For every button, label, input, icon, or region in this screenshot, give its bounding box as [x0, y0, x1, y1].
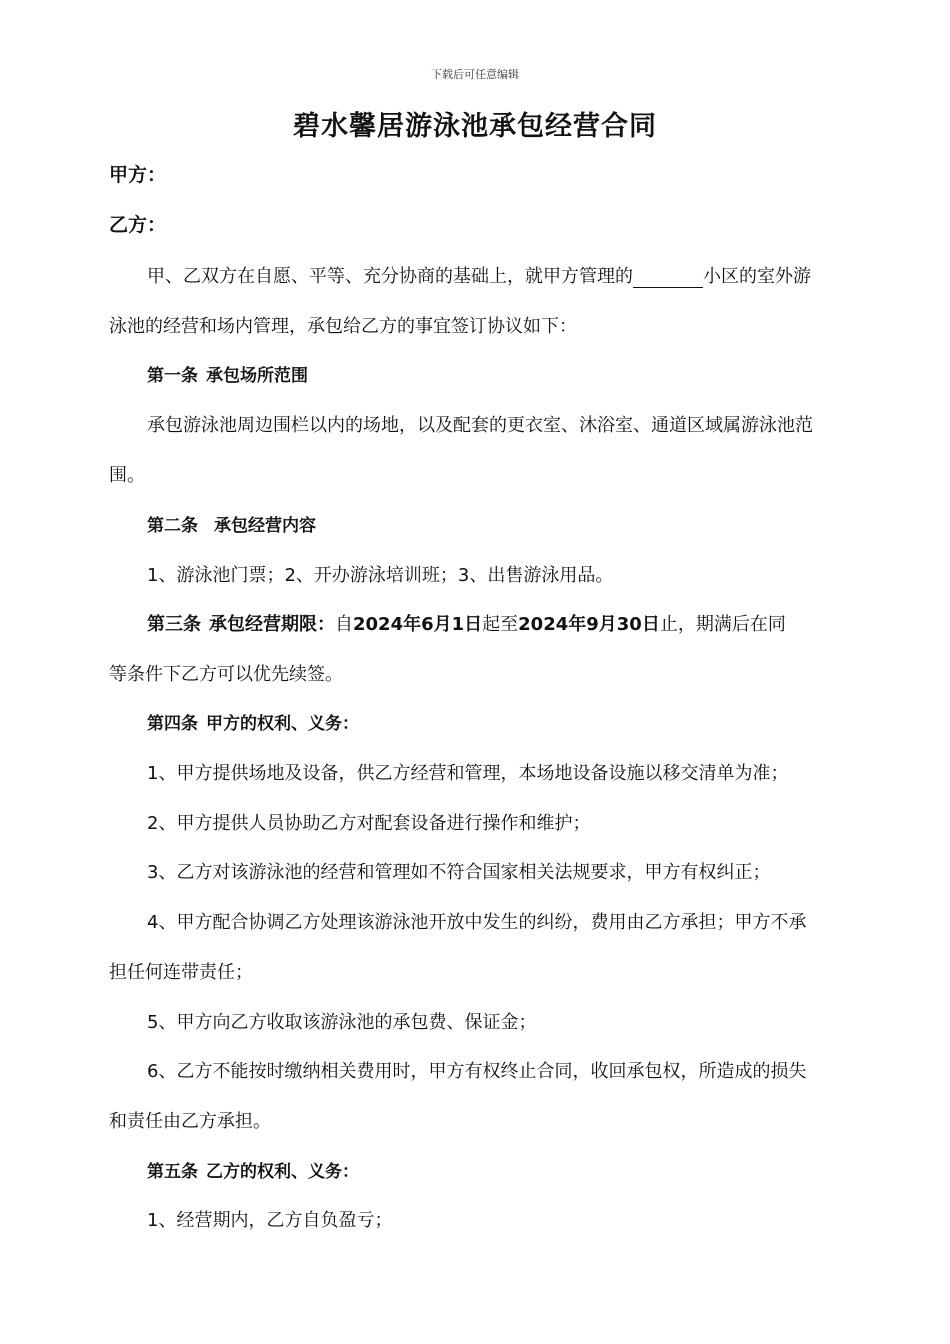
article-3-line-2: 等条件下乙方可以优先续签。 — [109, 664, 343, 685]
article-3-from: 自 — [335, 614, 353, 635]
article-4-title: 甲方的权利、义务： — [206, 714, 359, 734]
article-4-item-6-continued: 和责任由乙方承担。 — [109, 1111, 271, 1132]
article-2-heading — [147, 511, 316, 536]
intro-text-part2: 小区的室外游 — [703, 266, 811, 287]
article-3-line-1 — [147, 610, 786, 636]
article-3-start-date: 2024年6月1日 — [353, 614, 483, 635]
party-a-label: 甲方： — [109, 164, 167, 186]
document-title: 碧水馨居游泳池承包经营合同 — [293, 111, 657, 142]
article-1-heading — [147, 361, 308, 386]
article-5-item-1: 1、经营期内，乙方自负盈亏； — [147, 1210, 393, 1231]
article-4-number: 第四条 — [147, 714, 198, 734]
party-b-label: 乙方： — [109, 214, 167, 236]
article-4-item-6: 6、乙方不能按时缴纳相关费用时，甲方有权终止合同，收回承包权，所造成的损失 — [147, 1061, 807, 1082]
article-3-to: 起至 — [482, 614, 519, 635]
article-3-end-date: 2024年9月30日 — [518, 614, 660, 635]
article-3-tail: 止，期满后在同 — [659, 614, 786, 635]
article-1-number: 第一条 — [147, 366, 198, 386]
community-name-blank — [633, 269, 703, 288]
intro-text-part1: 甲、乙双方在自愿、平等、充分协商的基础上，就甲方管理的 — [147, 266, 633, 287]
article-1-title: 承包场所范围 — [206, 366, 308, 386]
article-5-number: 第五条 — [147, 1162, 198, 1182]
article-4-item-1: 1、甲方提供场地及设备，供乙方经营和管理，本场地设备设施以移交清单为准； — [147, 763, 789, 784]
article-2-number: 第二条 — [147, 516, 198, 536]
article-4-item-4-continued: 担任何连带责任； — [109, 962, 253, 983]
article-1-line-1: 承包游泳池周边围栏以内的场地，以及配套的更衣室、沐浴室、通道区域属游泳池范 — [147, 415, 813, 436]
article-2-title: 承包经营内容 — [214, 516, 316, 536]
article-4-item-4: 4、甲方配合协调乙方处理该游泳池开放中发生的纠纷，费用由乙方承担；甲方不承 — [147, 912, 807, 933]
article-3-title: 承包经营期限： — [209, 614, 335, 635]
article-4-item-2: 2、甲方提供人员协助乙方对配套设备进行操作和维护； — [147, 813, 591, 834]
article-3-number: 第三条 — [147, 614, 201, 635]
article-1-line-2: 围。 — [109, 465, 145, 486]
intro-line-2: 泳池的经营和场内管理，承包给乙方的事宜签订协议如下： — [109, 316, 577, 337]
article-5-heading — [147, 1157, 359, 1182]
article-5-title: 乙方的权利、义务： — [206, 1162, 359, 1182]
header-note: 下载后可任意编辑 — [431, 68, 519, 81]
article-4-heading — [147, 709, 359, 734]
intro-line-1 — [147, 262, 811, 288]
article-4-item-3: 3、乙方对该游泳池的经营和管理如不符合国家相关法规要求，甲方有权纠正； — [147, 862, 771, 883]
article-4-item-5: 5、甲方向乙方收取该游泳池的承包费、保证金； — [147, 1012, 537, 1033]
article-2-line-1: 1、游泳池门票；2、开办游泳培训班；3、出售游泳用品。 — [147, 565, 614, 586]
